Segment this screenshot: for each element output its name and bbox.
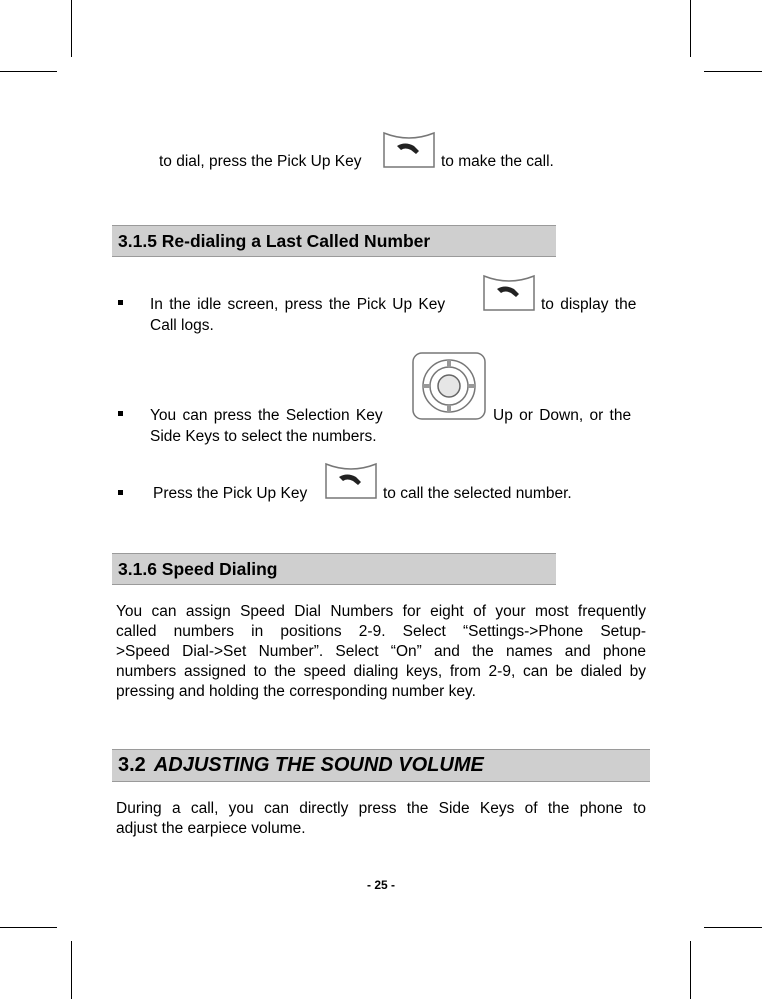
crop-mark xyxy=(0,71,57,72)
bullet2-text-after: Up or Down, or the xyxy=(493,407,632,424)
paragraph-line: called numbers in positions 2-9. Select “Settings->Phone Setup- xyxy=(116,623,646,640)
speed-dial-paragraph xyxy=(116,602,646,702)
bullet2-text-before: You can press the Selection Key xyxy=(150,407,383,424)
pick-up-key-icon xyxy=(323,460,379,502)
crop-mark xyxy=(690,0,691,57)
intro-text-before: to dial, press the Pick Up Key xyxy=(159,153,362,170)
crop-mark xyxy=(690,941,691,999)
bullet1-text-before: In the idle screen, press the Pick Up Key xyxy=(150,296,446,313)
heading-text: 3.1.6 Speed Dialing xyxy=(118,558,278,579)
bullet1-text-after: to display the xyxy=(541,296,637,313)
pick-up-key-icon xyxy=(481,272,537,314)
bullet2-text-line2: Side Keys to select the numbers. xyxy=(150,428,377,445)
paragraph-line: pressing and holding the corresponding number key. xyxy=(116,683,476,700)
crop-mark xyxy=(71,941,72,999)
crop-mark xyxy=(71,0,72,57)
section-heading-3-2 xyxy=(112,749,650,782)
pick-up-key-icon xyxy=(381,129,437,171)
paragraph-line: adjust the earpiece volume. xyxy=(116,820,306,837)
bullet-marker xyxy=(118,490,123,495)
sound-volume-paragraph xyxy=(116,799,646,839)
bullet-marker xyxy=(118,411,123,416)
paragraph-line: numbers assigned to the speed dialing keys, from 2-9, can be dialed by xyxy=(116,663,646,680)
paragraph-line: During a call, you can directly press the Side Keys of the phone to xyxy=(116,800,646,817)
section-heading-3-1-5 xyxy=(112,225,556,257)
heading-title: ADJUSTING THE SOUND VOLUME xyxy=(153,754,484,776)
bullet-marker xyxy=(118,300,123,305)
selection-key-icon xyxy=(410,350,488,422)
crop-mark xyxy=(704,71,762,72)
bullet1-text-line2: Call logs. xyxy=(150,317,214,334)
bullet3-text-before: Press the Pick Up Key xyxy=(153,485,308,502)
heading-text: 3.1.5 Re-dialing a Last Called Number xyxy=(118,230,431,251)
paragraph-line: >Speed Dial->Set Number”. Select “On” and the names and phone xyxy=(116,643,646,660)
bullet3-text-after: to call the selected number. xyxy=(383,485,572,502)
heading-number: 3.2 xyxy=(118,754,146,776)
page-number: - 25 - xyxy=(366,878,395,892)
paragraph-line: You can assign Speed Dial Numbers for eight of your most frequently xyxy=(116,603,646,620)
crop-mark xyxy=(0,927,57,928)
section-heading-3-1-6 xyxy=(112,553,556,585)
intro-text-after: to make the call. xyxy=(441,153,554,170)
crop-mark xyxy=(704,927,762,928)
